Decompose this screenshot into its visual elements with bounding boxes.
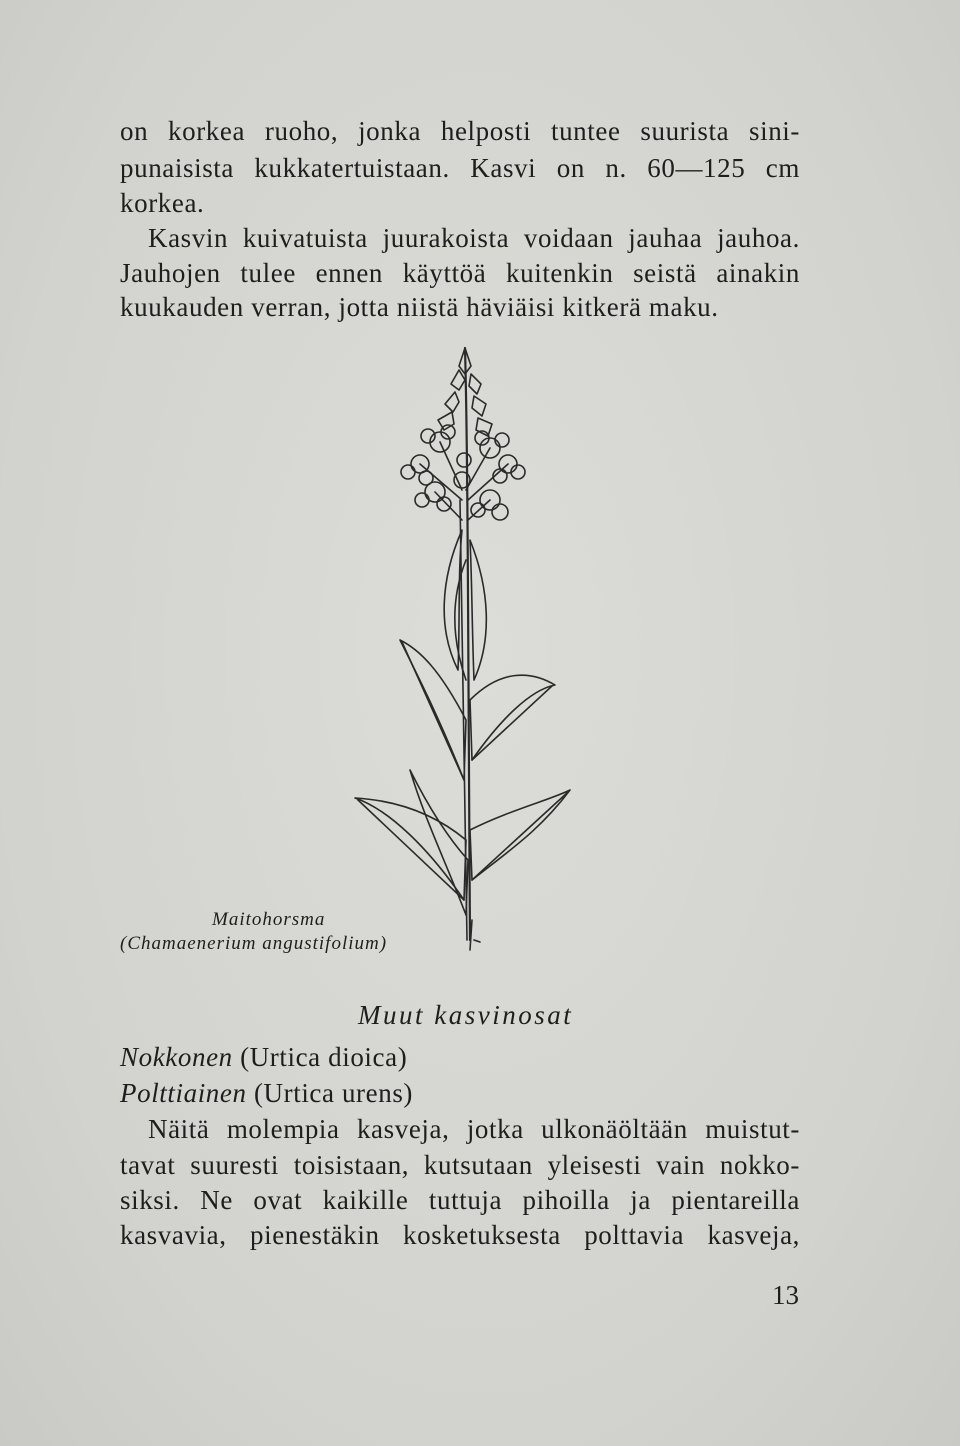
text-line: Kasvin kuivatuista juurakoista voidaan jauhaa jauhoa.: [148, 223, 800, 253]
figure-caption-latin: (Chamaenerium angustifolium): [120, 933, 388, 954]
entry-name: Polttiainen: [120, 1078, 247, 1108]
text-line: tavat suuresti toisistaan, kutsutaan yleisesti vain nokko-: [120, 1150, 800, 1180]
text-line: Jauhojen tulee ennen käyttöä kuitenkin seistä ainakin: [120, 258, 800, 288]
figure-caption-name: Maitohorsma: [212, 909, 326, 930]
text-line: on korkea ruoho, jonka helposti tuntee suurista sini-: [120, 116, 800, 146]
text-line: kasvavia, pienestäkin kosketuksesta polttavia kasveja,: [120, 1220, 800, 1250]
text-line: punaisista kukkatertuistaan. Kasvi on n. 60—125 cm: [120, 153, 800, 183]
entry-name: Nokkonen: [120, 1042, 233, 1072]
page-number: 13: [772, 1280, 799, 1310]
text-line: kuukauden verran, jotta niistä häviäisi kitkerä maku.: [120, 292, 719, 322]
section-heading: Muut kasvinosat: [358, 1000, 574, 1030]
entry-latin: (Urtica urens): [246, 1078, 414, 1108]
entry-nokkonen: [120, 1040, 407, 1074]
fireweed-illustration: [340, 340, 580, 960]
text-line: Näitä molempia kasveja, jotka ulkonäöltään muistut-: [148, 1114, 800, 1144]
text-line: korkea.: [120, 188, 205, 218]
text-line: siksi. Ne ovat kaikille tuttuja pihoilla ja pientareilla: [120, 1185, 800, 1215]
entry-latin: (Urtica dioica): [232, 1042, 408, 1072]
entry-polttiainen: [120, 1076, 413, 1110]
